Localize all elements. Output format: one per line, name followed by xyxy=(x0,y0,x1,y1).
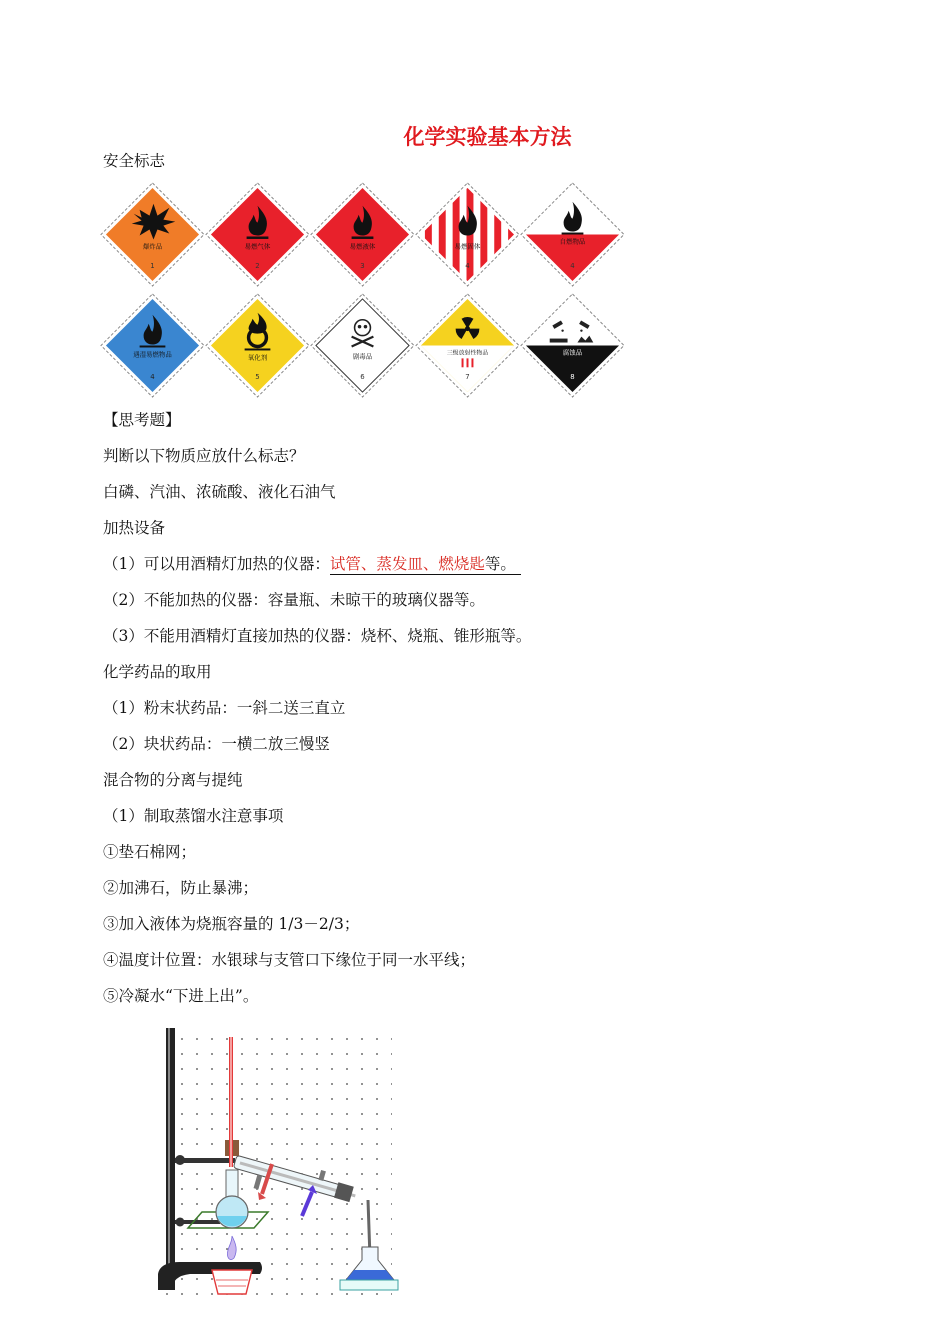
sign-number: 6 xyxy=(360,373,365,382)
heating-item-1-answer: 试管、蒸发皿、燃烧匙 xyxy=(329,555,485,573)
dangerous-when-wet-sign xyxy=(100,293,205,398)
support-block xyxy=(340,1280,398,1290)
explosive-sign xyxy=(100,182,205,287)
drugs-heading: 化学药品的取用 xyxy=(103,663,212,681)
flammable-gas-sign xyxy=(205,182,310,287)
page-title: 化学实验基本方法 xyxy=(403,125,572,149)
think-heading: 【思考题】 xyxy=(103,411,181,429)
sign-number: 1 xyxy=(150,262,155,271)
radioactive-sign xyxy=(415,293,520,398)
toxic-sign xyxy=(310,293,415,398)
oxidizer-sign xyxy=(205,293,310,398)
sign-number: 8 xyxy=(570,373,575,382)
sign-label: 自燃物品 xyxy=(559,237,586,246)
flammable-solid-sign xyxy=(415,182,520,287)
sign-label: 氧化剂 xyxy=(247,353,268,362)
sign-number: 4 xyxy=(150,373,155,382)
sign-number: 5 xyxy=(255,373,260,382)
distill-note-1: ①垫石棉网； xyxy=(103,843,197,861)
sign-label: 易燃液体 xyxy=(349,242,376,251)
separation-item-1: （1）制取蒸馏水注意事项 xyxy=(103,807,284,825)
question-text: 判断以下物质应放什么标志？ xyxy=(103,447,305,465)
sign-label: 剧毒品 xyxy=(352,352,373,361)
sign-number: 7 xyxy=(465,373,470,382)
sign-label: 遇湿易燃物品 xyxy=(133,350,172,359)
substances-text: 白磷、汽油、浓硫酸、液化石油气 xyxy=(103,483,336,501)
sign-label: 易燃固体 xyxy=(454,242,481,251)
stand-rod xyxy=(166,1028,175,1290)
heating-item-3: （3）不能用酒精灯直接加热的仪器：烧杯、烧瓶、锥形瓶等。 xyxy=(103,627,532,645)
flammable-liquid-sign xyxy=(310,182,415,287)
sign-number: 2 xyxy=(255,262,260,271)
section-safety-heading: 安全标志 xyxy=(103,152,166,170)
sign-label: 爆炸品 xyxy=(142,242,163,251)
distillation-apparatus-diagram xyxy=(150,1022,400,1304)
sign-label: 易燃气体 xyxy=(244,242,271,251)
heating-item-2: （2）不能加热的仪器：容量瓶、未晾干的玻璃仪器等。 xyxy=(103,591,485,609)
sign-number: 4 xyxy=(465,262,470,271)
heating-item-1-prefix: （1）可以用酒精灯加热的仪器： xyxy=(103,555,330,573)
distill-note-4: ④温度计位置：水银球与支管口下缘位于同一水平线； xyxy=(103,951,476,969)
heating-item-1 xyxy=(103,553,521,575)
distill-note-3: ③加入液体为烧瓶容量的 1/3－2/3； xyxy=(103,915,360,933)
drugs-item-1: （1）粉末状药品：一斜二送三直立 xyxy=(103,699,346,717)
distill-note-2: ②加沸石，防止暴沸； xyxy=(103,879,259,897)
sign-label: 三级放射性物品 xyxy=(446,349,489,357)
distill-note-5: ⑤冷凝水“下进上出”。 xyxy=(103,987,259,1005)
sign-label: 腐蚀品 xyxy=(562,348,583,357)
heating-heading: 加热设备 xyxy=(103,519,166,537)
separation-heading: 混合物的分离与提纯 xyxy=(103,771,243,789)
alcohol-lamp xyxy=(212,1270,252,1294)
hazard-signs-grid xyxy=(100,182,625,397)
sign-number: 4 xyxy=(570,262,575,271)
spontaneously-combustible-sign xyxy=(520,182,625,287)
sign-number: 3 xyxy=(360,262,365,271)
heating-item-1-suffix: 等。 xyxy=(484,555,516,573)
corrosive-sign xyxy=(520,293,625,398)
drugs-item-2: （2）块状药品：一横二放三慢竖 xyxy=(103,735,330,753)
